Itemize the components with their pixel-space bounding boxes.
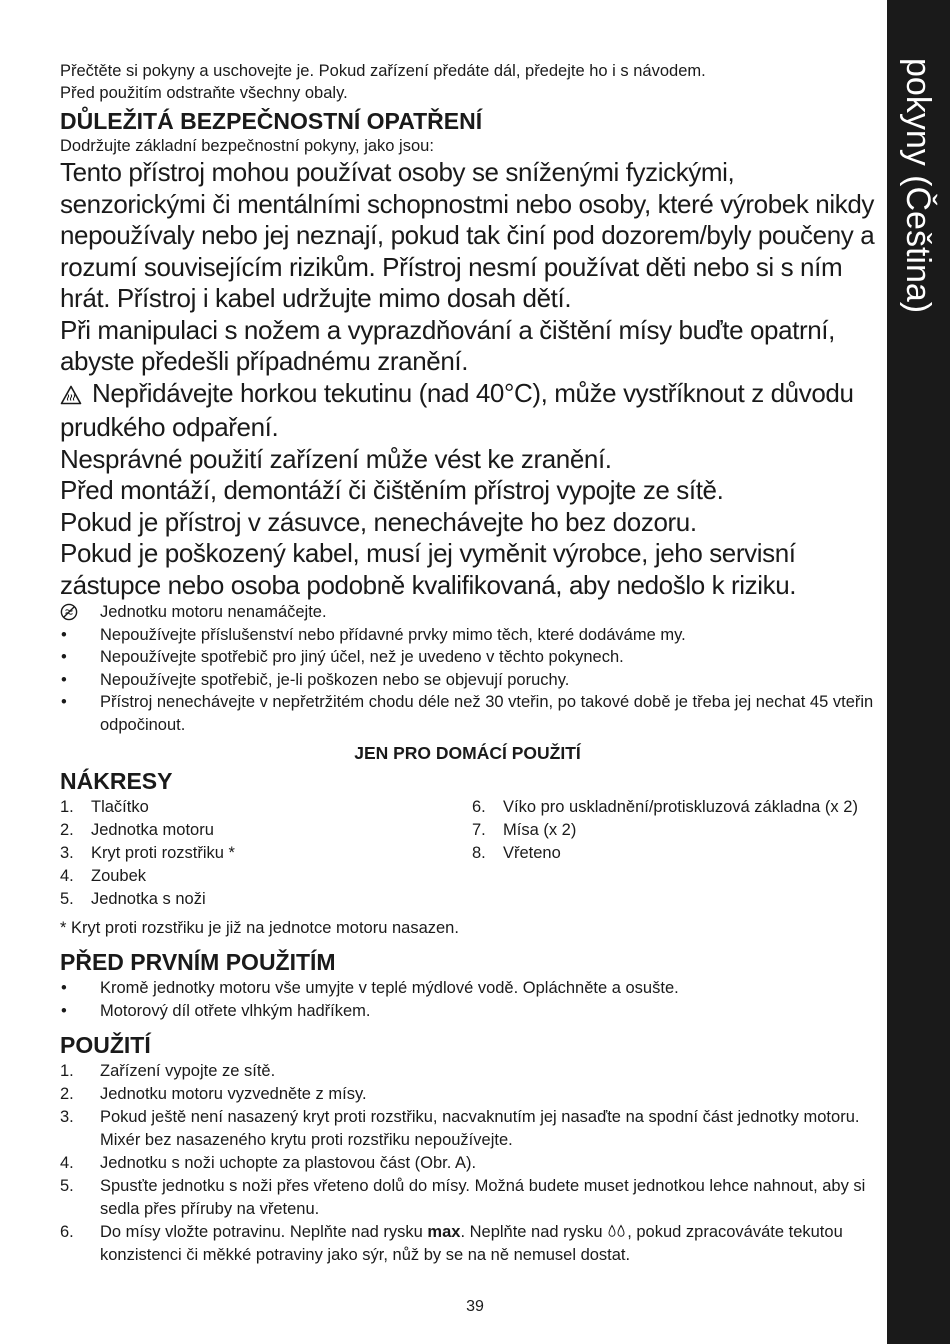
safety-paragraph: Před montáží, demontáží či čištěním přístroj vypojte ze sítě. [60,475,724,505]
safety-paragraph: Tento přístroj mohou používat osoby se sníženými fyzickými, senzorickými či mentálními schopnostmi nebo osoby, které výrobek nikdy nepoužívaly nebo jej neznají, pokud tak činí pod dozorem/byly poučeny a rozumí souvisejícím rizikům. Přístroj nesmí používat děti nebo si s ním hrát. Přístroj i kabel udržujte mimo dosah dětí. [60,157,875,313]
intro-line: Přečtěte si pokyny a uschovejte je. Pokud zařízení předáte dál, předejte ho i s návodem. [60,62,706,80]
list-item: 6. Do mísy vložte potravinu. Neplňte nad rysku max. Neplňte nad rysku , pokud zpracováváte tekutou konzistenci či měkké potraviny jako sýr, nůž by se na ně nemusel dostat. [60,1223,843,1264]
list-item: 3. Kryt proti rozstřiku * [60,844,235,862]
list-item: Jednotku motoru nenamáčejte. [60,601,875,624]
parts-list-left [60,796,472,911]
list-item: 5. Jednotka s noži [60,890,206,908]
list-item: 1. Tlačítko [60,798,149,816]
list-item: 4. Jednotku s noži uchopte za plastovou část (Obr. A). [60,1154,477,1172]
list-item: • Nepoužívejte spotřebič pro jiný účel, než je uvedeno v těchto pokynech. [61,648,624,666]
liquid-level-icon [607,1223,627,1241]
list-item: 2. Jednotku motoru vyzvedněte z mísy. [60,1085,367,1103]
safety-paragraph: Pokud je poškozený kabel, musí jej vyměnit výrobce, jeho servisní zástupce nebo osoba podobně kvalifikovaná, aby nedošlo k riziku. [60,538,797,600]
safety-subheading: Dodržujte základní bezpečnostní pokyny, jako jsou: [60,137,434,155]
parts-list-right [472,796,875,911]
usage-steps [60,1060,875,1267]
list-item: 5. Spusťte jednotku s noži přes vřeteno dolů do mísy. Možná budete muset jednotkou lehce nahnout, aby si sedla přes příruby na vřetenu. [60,1177,866,1218]
list-item: 7. Mísa (x 2) [472,821,577,839]
safety-bullet-list [60,601,875,736]
splash-guard-note: * Kryt proti rozstřiku je již na jednotce motoru nasazen. [60,919,459,937]
domestic-use-heading: JEN PRO DOMÁCÍ POUŽITÍ [354,743,581,763]
page-number: 39 [466,1298,484,1315]
list-item: 1. Zařízení vypojte ze sítě. [60,1062,276,1080]
list-item: 8. Vřeteno [472,844,561,862]
safety-paragraph: Nesprávné použití zařízení může vést ke zranění. [60,443,612,474]
diagrams-heading: NÁKRESY [60,768,173,794]
list-item: • Přístroj nenechávejte v nepřetržitém chodu déle než 30 vteřin, po takové době je třeba jej nechat 45 vteřin odpočinout. [61,693,874,734]
list-item: • Kromě jednotky motoru vše umyjte v teplé mýdlové vodě. Opláchněte a osušte. [61,979,679,997]
list-item: 4. Zoubek [60,867,147,885]
list-item: • Nepoužívejte spotřebič, je-li poškozen nebo se objevují poruchy. [61,670,570,689]
first-use-heading: PŘED PRVNÍM POUŽITÍM [60,949,336,975]
safety-paragraph: Pokud je přístroj v zásuvce, nenechávejte ho bez dozoru. [60,506,697,537]
list-item: 3. Pokud ještě není nasazený kryt proti rozstřiku, nacvaknutím jej nasaďte na spodní část jednotky motoru. Mixér bez nasazeného krytu proti rozstřiku nepoužívejte. [60,1108,860,1149]
safety-heading: DŮLEŽITÁ BEZPEČNOSTNÍ OPATŘENÍ [60,108,483,134]
parts-list [60,796,875,911]
list-item: • Nepoužívejte příslušenství nebo přídavné prvky mimo těch, které dodáváme my. [61,625,686,644]
hot-liquid-warning: Nepřidávejte horkou tekutinu (nad 40°C), může vystříknout z důvodu prudkého odpaření. [60,377,854,442]
usage-heading: POUŽITÍ [60,1032,151,1058]
intro-line: Před použitím odstraňte všechny obaly. [60,84,348,102]
safety-paragraph: Při manipulaci s nožem a vyprazdňování a čištění mísy buďte opatrní, abyste předešli případnému zranění. [60,314,835,376]
side-tab-label: pokyny (Čeština) [899,58,937,314]
list-item: 2. Jednotka motoru [60,821,214,839]
first-use-list [60,977,875,1022]
page-content [60,60,875,1267]
hot-surface-warning-icon [60,381,82,413]
list-item: 6. Víko pro uskladnění/protiskluzová základna (x 2) [472,798,858,816]
list-item: • Motorový díl otřete vlhkým hadříkem. [61,1001,371,1020]
language-side-tab [887,0,950,1344]
